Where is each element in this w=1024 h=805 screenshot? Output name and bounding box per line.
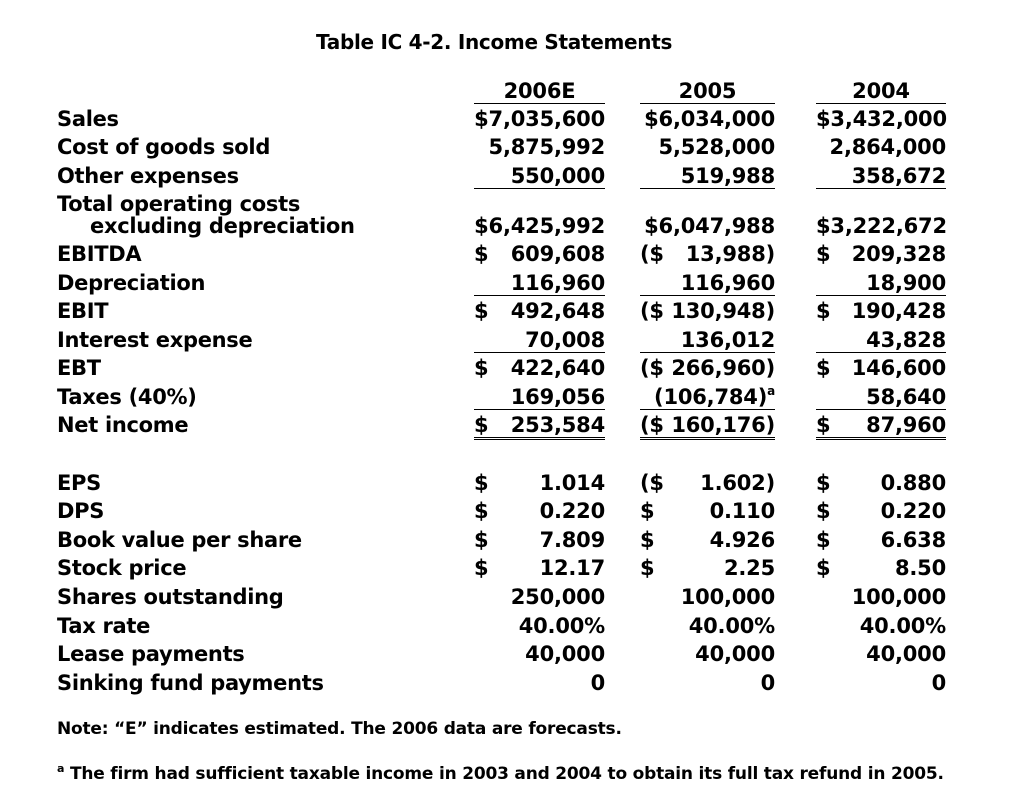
cell-prefix: $: [474, 242, 489, 266]
cell-value: 266,960): [671, 356, 775, 380]
row-label: Taxes (40%): [57, 385, 197, 409]
cell-value: 609,608: [510, 242, 605, 266]
cell-prefix: $: [474, 299, 489, 323]
cell-value: 136,012: [680, 328, 775, 352]
cell-prefix: $: [816, 556, 831, 580]
footnote: [57, 764, 944, 784]
cell-prefix: ($: [640, 242, 664, 266]
cell-value: 160,176): [671, 413, 775, 437]
cell-value: 1.014: [539, 471, 605, 495]
cell-value: 190,428: [851, 299, 946, 323]
cell-prefix: $: [640, 556, 655, 580]
table-cell: [474, 528, 605, 552]
cell-value: 130,948): [671, 299, 775, 323]
cell-value: 70,008: [525, 328, 605, 352]
cell-value: 13,988): [685, 242, 775, 266]
note: Note: “E” indicates estimated. The 2006 data are forecasts.: [57, 719, 622, 739]
cell-value: 87,960: [866, 413, 946, 437]
row-label: Sinking fund payments: [57, 671, 324, 695]
footnote-marker: a: [57, 762, 65, 775]
cell-value: 1.602): [700, 471, 775, 495]
table-cell: [474, 107, 605, 131]
cell-value: $3,432,000: [816, 107, 947, 131]
table-cell: [816, 556, 946, 580]
cell-value: $6,425,992: [474, 214, 605, 238]
cell-value: 0.880: [880, 471, 946, 495]
table-cell: [640, 556, 775, 580]
cell-value: 358,672: [851, 164, 946, 188]
cell-value: 12.17: [539, 556, 605, 580]
cell-prefix: $: [474, 413, 489, 437]
cell-value: 100,000: [851, 585, 946, 609]
cell-prefix: $: [640, 499, 655, 523]
table-cell: [816, 299, 946, 323]
table-cell: [474, 585, 605, 609]
table-cell: [640, 528, 775, 552]
cell-value: 7.809: [539, 528, 605, 552]
table-cell: [640, 135, 775, 159]
table-cell: [474, 135, 605, 159]
table-cell: [474, 356, 605, 380]
row-label: Cost of goods sold: [57, 135, 271, 159]
cell-value: 18,900: [866, 271, 946, 295]
table-cell: [816, 164, 946, 189]
cell-value: 40.00%: [688, 614, 775, 638]
cell-value: $3,222,672: [816, 214, 947, 238]
cell-prefix: $: [816, 299, 831, 323]
table-cell: [474, 471, 605, 495]
cell-value: 519,988: [680, 164, 775, 188]
table-cell: [816, 671, 946, 695]
cell-value: 0.220: [880, 499, 946, 523]
table-cell: [474, 556, 605, 580]
table-cell: [816, 413, 946, 440]
row-label: DPS: [57, 499, 105, 523]
table-cell: [474, 385, 605, 410]
cell-prefix: $: [816, 499, 831, 523]
column-header-0: 2006E: [474, 79, 605, 104]
cell-prefix: ($: [640, 471, 664, 495]
row-label: EBIT: [57, 299, 109, 323]
table-cell: [640, 107, 775, 131]
cell-value: 250,000: [510, 585, 605, 609]
cell-value: $6,047,988: [644, 214, 775, 238]
table-cell: [816, 135, 946, 159]
cell-value: 253,584: [510, 413, 605, 437]
row-label: EBITDA: [57, 242, 142, 266]
table-cell: [816, 271, 946, 296]
row-label: Lease payments: [57, 642, 245, 666]
row-label: Tax rate: [57, 614, 151, 638]
cell-prefix: ($: [640, 299, 664, 323]
cell-value: 40.00%: [859, 614, 946, 638]
table-cell: [640, 499, 775, 523]
cell-prefix: $: [816, 413, 831, 437]
cell-value: 40,000: [866, 642, 946, 666]
cell-prefix: $: [474, 556, 489, 580]
table-cell: [640, 164, 775, 189]
cell-prefix: $: [640, 528, 655, 552]
table-cell: [640, 328, 775, 353]
cell-prefix: $: [816, 528, 831, 552]
table-cell: [474, 164, 605, 189]
cell-value: 4.926: [709, 528, 775, 552]
table-cell: [816, 614, 946, 638]
table-cell: [816, 642, 946, 666]
table-cell: [640, 671, 775, 695]
table-cell: [474, 671, 605, 695]
cell-value: 0: [590, 671, 605, 695]
row-label: EBT: [57, 356, 101, 380]
cell-prefix: ($: [640, 413, 664, 437]
row-label: Book value per share: [57, 528, 302, 552]
cell-value: 169,056: [510, 385, 605, 409]
cell-value: 116,960: [680, 271, 775, 295]
table-cell: [816, 528, 946, 552]
cell-value: 0: [931, 671, 946, 695]
cell-prefix: $: [816, 471, 831, 495]
row-label: EPS: [57, 471, 101, 495]
cell-prefix: $: [474, 471, 489, 495]
table-cell: [640, 214, 775, 238]
table-cell: [816, 471, 946, 495]
cell-value: 40.00%: [518, 614, 605, 638]
table-cell: [474, 614, 605, 638]
cell-value: 422,640: [510, 356, 605, 380]
table-cell: [640, 299, 775, 323]
cell-value: $7,035,600: [474, 107, 605, 131]
cell-value: 100,000: [680, 585, 775, 609]
cell-value: 116,960: [510, 271, 605, 295]
row-label: Total operating costs: [57, 192, 301, 216]
cell-prefix: $: [816, 356, 831, 380]
table-cell: [816, 328, 946, 353]
table-cell: [640, 413, 775, 440]
cell-value: 2,864,000: [829, 135, 946, 159]
table-cell: [640, 614, 775, 638]
row-label: Sales: [57, 107, 119, 131]
table-cell: [816, 585, 946, 609]
cell-value: 43,828: [866, 328, 946, 352]
cell-value: 492,648: [510, 299, 605, 323]
table-cell: [816, 107, 946, 131]
cell-prefix: $: [474, 499, 489, 523]
table-cell: [816, 385, 946, 410]
table-cell: [474, 242, 605, 266]
cell-value: 0.220: [539, 499, 605, 523]
cell-value: 2.25: [723, 556, 775, 580]
cell-prefix: $: [474, 356, 489, 380]
row-label: Shares outstanding: [57, 585, 284, 609]
table-cell: [640, 385, 775, 410]
footnote-text: The firm had sufficient taxable income in 2003 and 2004 to obtain its full tax refund in 2005.: [64, 764, 944, 784]
row-label: Stock price: [57, 556, 187, 580]
column-header-1: 2005: [640, 79, 775, 104]
table-cell: [474, 642, 605, 666]
row-label: Other expenses: [57, 164, 239, 188]
cell-prefix: $: [474, 528, 489, 552]
cell-value: 146,600: [851, 356, 946, 380]
table-cell: [816, 356, 946, 380]
table-cell: [640, 271, 775, 296]
table-cell: [816, 499, 946, 523]
superscript-marker: a: [767, 384, 775, 398]
table-cell: [474, 328, 605, 353]
row-label: excluding depreciation: [90, 214, 355, 238]
row-label: Interest expense: [57, 328, 253, 352]
cell-value: 5,875,992: [488, 135, 605, 159]
cell-value: 5,528,000: [658, 135, 775, 159]
table-cell: [816, 214, 946, 238]
cell-value: 58,640: [866, 385, 946, 409]
table-cell: [474, 499, 605, 523]
cell-value: 6.638: [880, 528, 946, 552]
table-cell: [640, 356, 775, 380]
table-cell: [474, 299, 605, 323]
cell-value: $6,034,000: [644, 107, 775, 131]
table-cell: [640, 242, 775, 266]
cell-prefix: ($: [640, 356, 664, 380]
cell-value: 40,000: [525, 642, 605, 666]
cell-value: 0: [760, 671, 775, 695]
cell-prefix: $: [816, 242, 831, 266]
row-label: Depreciation: [57, 271, 206, 295]
table-title: Table IC 4-2. Income Statements: [316, 30, 673, 54]
cell-value: 209,328: [851, 242, 946, 266]
table-cell: [474, 271, 605, 296]
table-cell: [816, 242, 946, 266]
table-cell: [474, 214, 605, 238]
table-cell: [474, 413, 605, 440]
cell-value: 0.110: [709, 499, 775, 523]
column-header-2: 2004: [816, 79, 946, 104]
table-cell: [640, 471, 775, 495]
table-cell: [640, 642, 775, 666]
table-cell: [640, 585, 775, 609]
cell-value: 40,000: [695, 642, 775, 666]
cell-value: (106,784): [654, 385, 768, 409]
cell-value: 8.50: [894, 556, 946, 580]
cell-value: 550,000: [510, 164, 605, 188]
row-label: Net income: [57, 413, 189, 437]
